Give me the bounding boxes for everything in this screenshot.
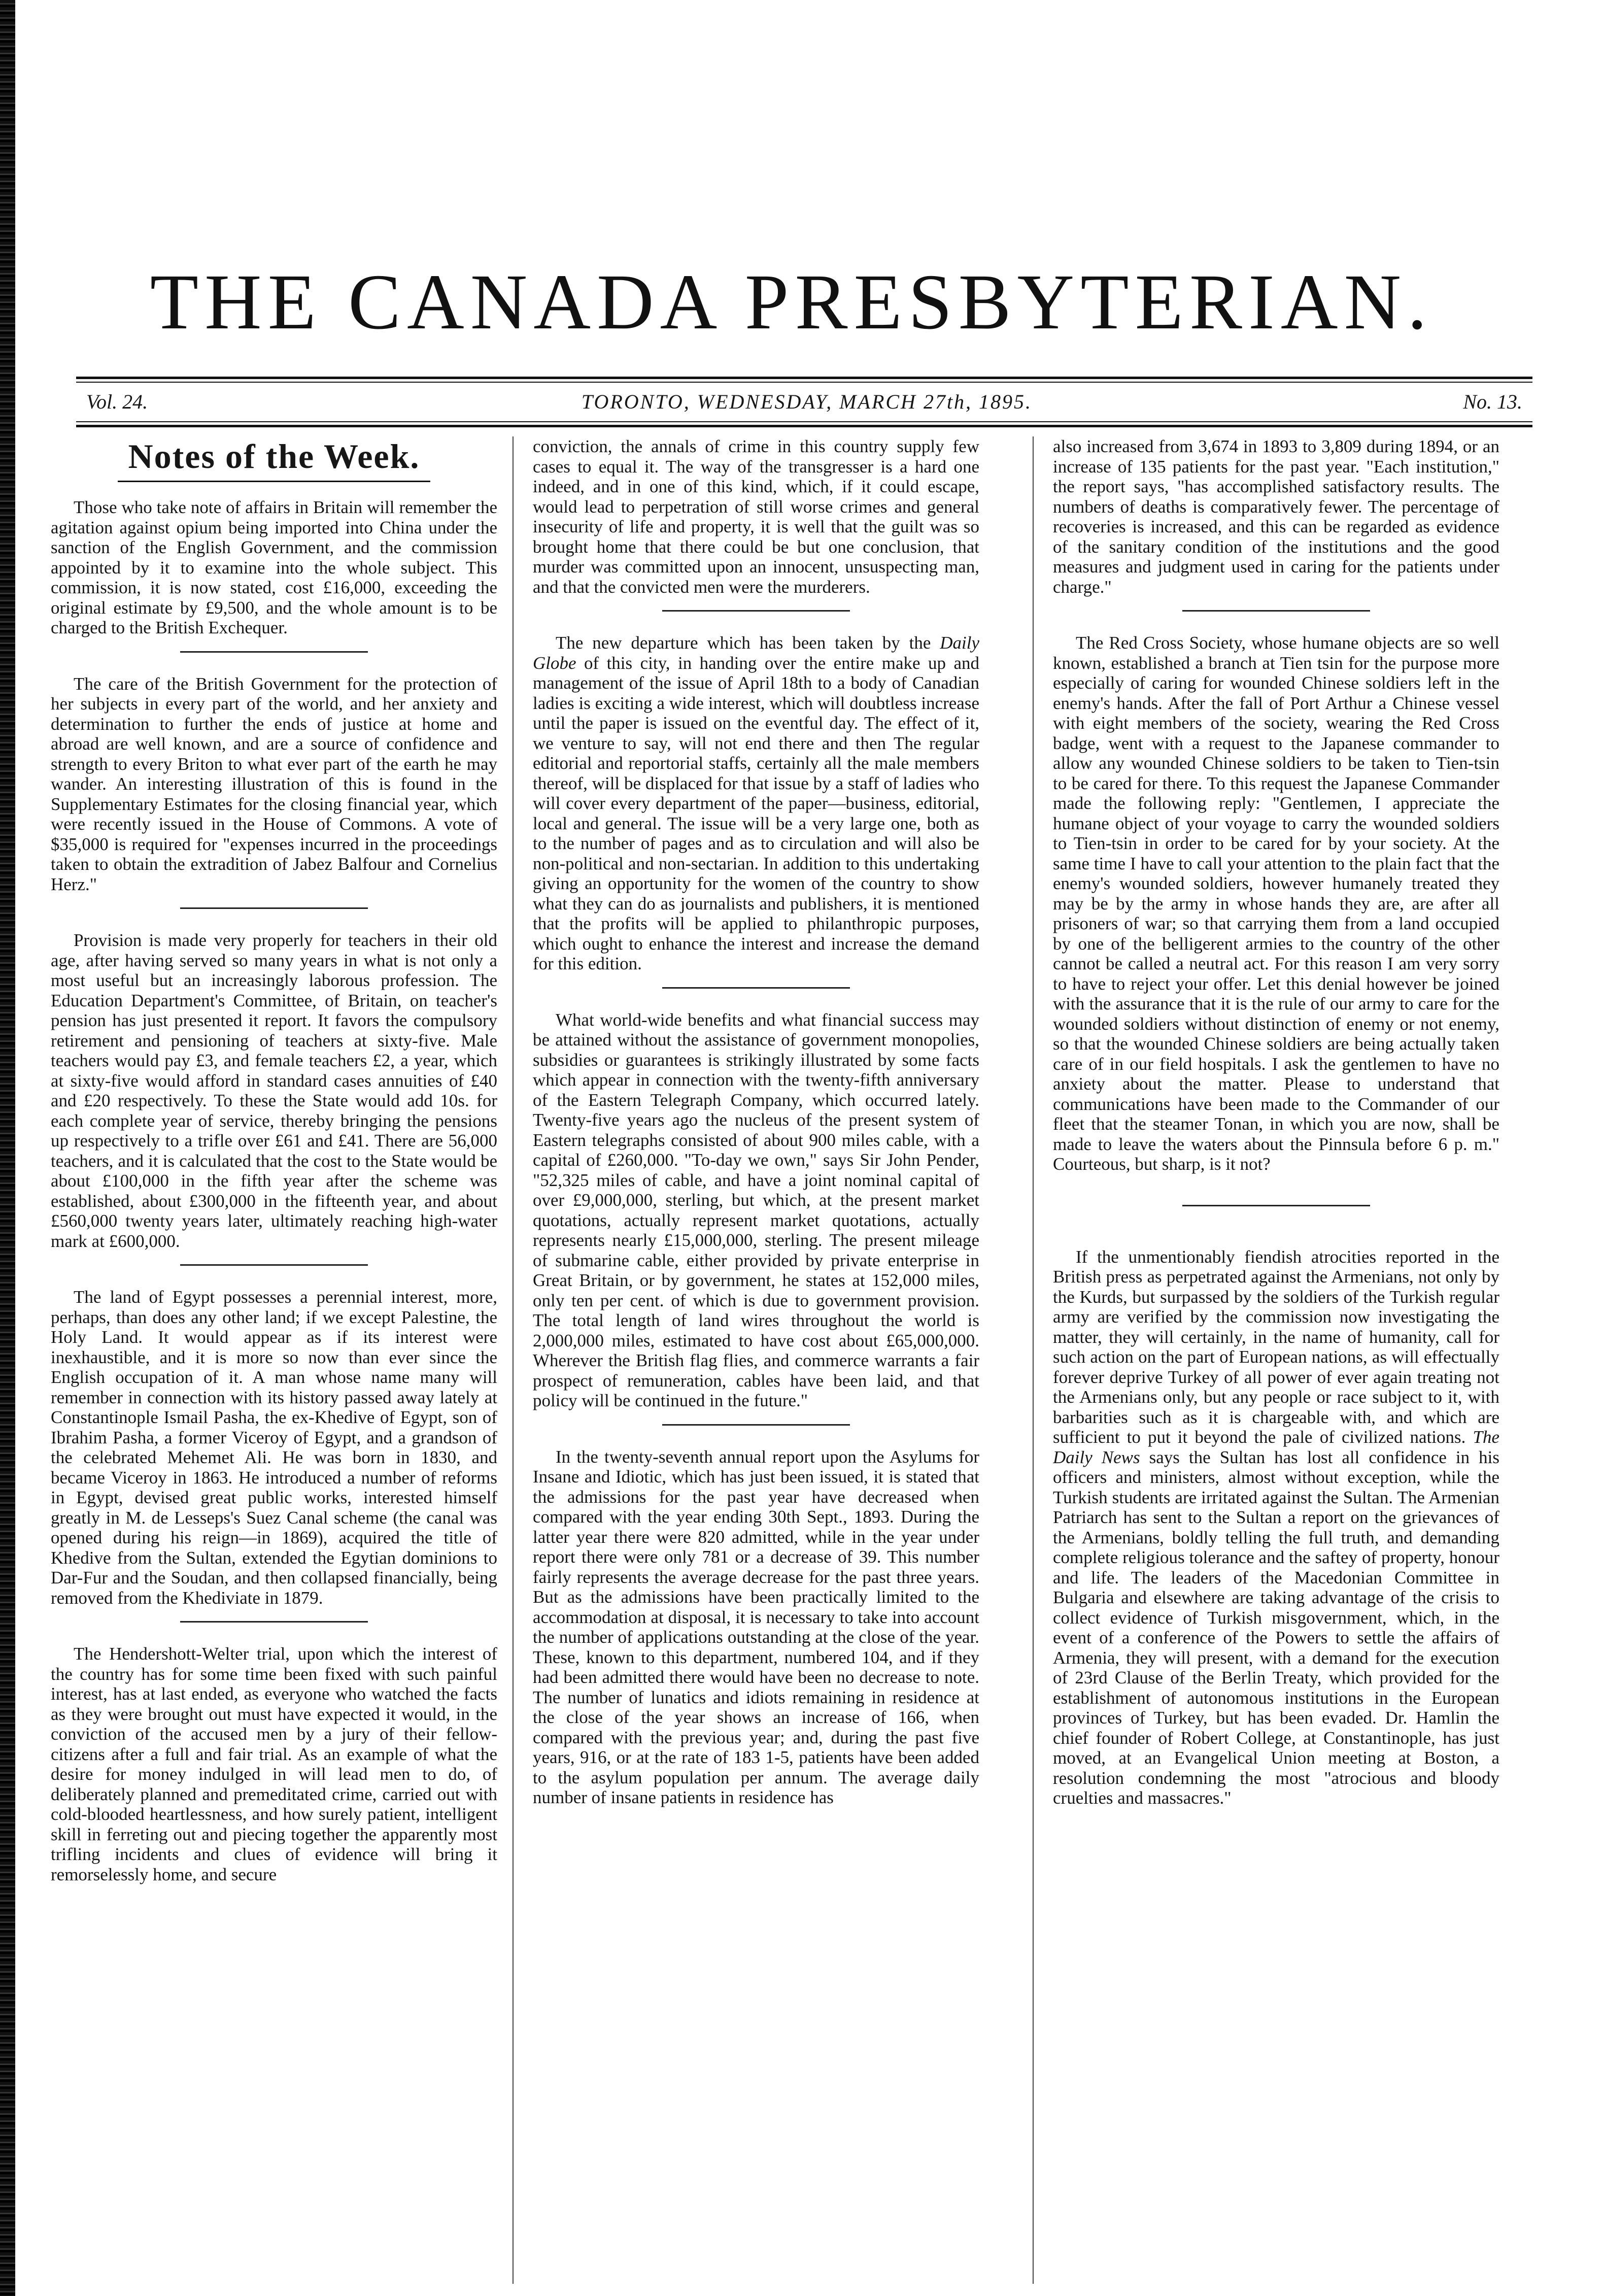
article-opium-commission: Those who take note of affairs in Britain will remember the agitation against opium being imported into China under the sanction of the English Government, and the commission appointed by it to examine into the whole subject. This commission, it is now stated, cost £16,000, exceeding the original estimate by £9,500, and the whole amount is to be charged to the British Exchequer.: [51, 497, 497, 637]
article-separator: [1182, 1205, 1370, 1206]
column-1: [51, 436, 497, 2284]
header-rule-thin: [76, 421, 1532, 422]
article-trial-part-2: conviction, the annals of crime in this country supply few cases to equal it. The way of the transgresser is a hard one indeed, and in one of this kind, which, if it could escape, would lead to perpetration of still worse crimes and general insecurity of life and property, it is well that the guilt was so brought home that there could be but one conclusion, that murder was committed upon an innocent, unsuspecting man, and that the convicted men were the murderers.: [533, 436, 979, 597]
issue-number: No. 13.: [1463, 390, 1522, 413]
article-daily-globe-intro: The new departure which has been taken by the: [556, 633, 940, 653]
article-eastern-telegraph: What world-wide benefits and what financial success may be attained without the assistance of government monopolies, subsidies or guarantees is strikingly illustrated by some facts which appear in connection with the twenty-fifth anniversary of the Eastern Telegraph Company, which occurred lately. Twenty-five years ago the nucleus of the present system of Eastern telegraphs consisted of about 900 miles cable, with a capital of £260,000. "To-day we own," says Sir John Pender, "52,325 miles of cable, and have a joint nominal capital of over £9,000,000, sterling, but which, at the present market quotations, actually represent market quotations, actually represents nearly £15,000,000, sterling. The present mileage of submarine cable, either provided by private enterprise in Great Britain, or by government, he states at 152,000 miles, only ten per cent. of which is due to government provision. The total length of land wires throughout the world is 2,000,000 miles, estimated to have cost about £65,000,000. Wherever the British flag flies, and commerce warrants a fair prospect of remuneration, cables have been laid, and that policy will be continued in the future.": [533, 1009, 979, 1410]
article-separator: [180, 907, 368, 909]
article-daily-globe: [533, 633, 979, 974]
header-rule-bottom: [76, 425, 1532, 427]
column-3: [1053, 436, 1499, 2284]
article-teachers-pension: Provision is made very properly for teachers in their old age, after having served so many years in what is not only a most useful but an increasingly laborous profession. The Education Department's Committee, of Britain, on teacher's pension has just presented it report. It favors the compulsory retirement and pensioning of teachers at sixty-five. Male teachers would pay £3, and female teachers £2, a year, which at sixty-five would afford in standard cases annuities of £40 and £20 respectively. To these the State would add 10s. for each complete year of service, thereby bringing the pensions up respectively to a trifle over £61 and £41. There are 56,000 teachers, and it is calculated that the cost to the State would be about £100,000 in the fifth year after the scheme was established, about £300,000 in the fifteenth year, and about £560,000 twenty years later, ultimately reaching high-water mark at £600,000.: [51, 930, 497, 1251]
article-extradition: The care of the British Government for the protection of her subjects in every part of the world, and her anxiety and determination to further the ends of justice at home and abroad are well known, and are a source of confidence and strength to every Briton to what ever part of the earth he may wander. An interesting illustration of this is found in the Supplementary Estimates for the closing financial year, which were recently issued in the House of Commons. A vote of $35,000 is required for "expenses incurred in the proceedings taken to obtain the extradition of Jabez Balfour and Cornelius Herz.": [51, 673, 497, 894]
section-title: Notes of the Week.: [128, 437, 420, 476]
column-2: [533, 436, 979, 2284]
article-asylums-part-2: also increased from 3,674 in 1893 to 3,809 during 1894, or an increase of 135 patients for the past year. "Each institution," the report says, "has accomplished satisfactory results. The numbers of deaths is comparatively fewer. The percentage of recoveries is increased, and this can be regarded as evidence of the sanitary condition of the institutions and the good measures and judgment used in caring for the patients under charge.": [1053, 436, 1499, 597]
scan-edge: [0, 0, 15, 2296]
article-separator: [180, 651, 368, 653]
article-daily-globe-body: of this city, in handing over the entire make up and management of the issue of April 18th to a body of Canadian ladies is exciting a wide interest, which will doubtless increase until the paper is issued on the eventful day. The effect of it, we venture to say, will not end there and then The regular editorial and reportorial staffs, certainly all the male members thereof, will be displaced for that issue by a staff of ladies who will cover every department of the paper—business, editorial, local and general. The issue will be a very large one, both as to the number of pages and as to circulation and will also be non-political and non-sectarian. In addition to this undertaking giving an opportunity for the women of the country to show what they can do as journalists and publishers, it is mentioned that the profits will be applied to philanthropic purposes, which ought to enhance the interest and increase the demand for this edition.: [533, 653, 979, 973]
newspaper-name-daily-globe: Daily Globe: [533, 633, 979, 673]
section-title-rule: [118, 481, 430, 482]
article-armenia-body: says the Sultan has lost all confidence in his officers and ministers, almost without exception, while the Turkish students are irritated against the Sultan. The Armenian Patriarch has sent to the Sultan a report on the grievances of the Armenians, boldly telling the full truth, and demanding complete religious tolerance and the saftey of property, honour and life. The leaders of the Macedonian Committee in Bulgaria and elsewhere are taking advantage of the crisis to collect evidence of Turkish misgovernment, which, in the event of a conference of the Powers to settle the affairs of Armenia, they will present, with a demand for the execution of 23rd Clause of the Berlin Treaty, which provided for the establishment of autonomous institutions in the European provinces of Turkey, but has been evaded. Dr. Hamlin the chief founder of Robert College, at Constantinople, has just moved, at an Evangelical Union meeting at Boston, a resolution condemning the most "atrocious and bloody cruelties and massacres.": [1053, 1447, 1499, 1808]
column-divider-2: [1033, 436, 1034, 2284]
article-separator: [662, 610, 850, 612]
issue-line: [81, 386, 1532, 418]
masthead-rule-thin: [76, 382, 1532, 383]
article-separator: [180, 1264, 368, 1266]
article-separator: [1182, 610, 1370, 612]
article-separator: [662, 987, 850, 989]
article-egypt: The land of Egypt possesses a perennial interest, more, perhaps, than does any other land; if we except Palestine, the Holy Land. It would appear as if its interest were inexhaustible, and it is more so now than ever since the English occupation of it. A man whose name many will remember in connection with its history passed away lately at Constantinople Ismail Pasha, the ex-Khedive of Egypt, son of Ibrahim Pasha, a former Viceroy of Egypt, and a grandson of the celebrated Mehemet Ali. He was born in 1830, and became Viceroy in 1863. He introduced a number of reforms in Egypt, devised great public works, interested himself greatly in M. de Lesseps's Suez Canal scheme (the canal was opened during his reign—in 1869), acquired the title of Khedive from the Sultan, extended the Egytian dominions to Dar-Fur and the Soudan, and then collapsed financially, being removed from the Khediviate in 1879.: [51, 1287, 497, 1608]
article-armenia-intro: If the unmentionably fiendish atrocities reported in the British press as perpetrated against the Armenians, not only by the Kurds, but surpassed by the soldiers of the Turkish regular army are verified by the commission now investigating the matter, they will certainly, in the name of humanity, call for such action on the part of European nations, as will effectually forever deprive Turkey of all power of ever again treating not the Armenians only, but any people or race subject to it, with barbarities such as it is chargeable with, and which are sufficient to put it beyond the pale of civilized nations.: [1053, 1246, 1499, 1447]
volume-number: Vol. 24.: [86, 390, 148, 413]
article-red-cross: The Red Cross Society, whose humane objects are so well known, established a branch at Tien tsin for the purpose more especially of caring for wounded Chinese soldiers left in the enemy's hands. After the fall of Port Arthur a Chinese vessel with eight members of the society, wearing the Red Cross badge, went with a request to the Japanese commander to allow any wounded Chinese soldiers to be taken to Tien-tsin to be cared for there. To this request the Japanese Commander made the following reply: "Gentlemen, I appreciate the humane object of your voyage to carry the wounded soldiers to Tien-tsin in order to be cared for by your society. At the same time I have to call your attention to the plain fact that the enemy's wounded soldiers, however humanely treated they may be by the army in whose hands they are, are after all prisoners of war; so that carrying them from a land occupied by one of the belligerent armies to the country of the other cannot be called a neutral act. For this reason I am very sorry to have to reject your offer. Let this denial however be joined with the assurance that it is the rule of our army to care for the wounded soldiers without distinction of enemy or not enemy, so that the wounded Chinese soldiers are being actually taken care of in our field hospitals. I ask the gentlemen to have no anxiety about the matter. Please to understand that communications have been made to the Commander of our fleet that the steamer Tonan, in which you are now, shall be made to leave the waters about the Pinnsula before 6 p. m." Courteous, but sharp, is it not?: [1053, 633, 1499, 1174]
newspaper-name-daily-news: The Daily News: [1053, 1427, 1499, 1467]
masthead-rule-top: [76, 377, 1532, 379]
column-divider-1: [513, 436, 514, 2284]
issue-date: TORONTO, WEDNESDAY, MARCH 27th, 1895.: [581, 390, 1033, 413]
article-trial-part-1: The Hendershott-Welter trial, upon which the interest of the country has for some time been fixed with such painful interest, has at last ended, as everyone who watched the facts as they were brought out must have expected it would, in the conviction of the accused men by a jury of their fellow-citizens after a full and fair trial. As an example of what the desire for money indulged in will lead men to do, of deliberately planned and premeditated crime, carried out with cold-blooded heartlessness, and how surely patient, intelligent skill in ferreting out and piecing together the apparently most trifling incidents and clues of evidence will bring it remorselessly home, and secure: [51, 1644, 497, 1884]
article-separator: [180, 1621, 368, 1623]
article-separator: [662, 1424, 850, 1426]
article-asylums-part-1: In the twenty-seventh annual report upon the Asylums for Insane and Idiotic, which has just been issued, it is stated that the admissions for the past year have decreased when compared with the year ending 30th Sept., 1893. During the latter year there were 820 admitted, while in the year under report there were only 781 or a decrease of 39. This number fairly represents the average decrease for the past three years. But as the admissions have been practically limited to the accommodation at disposal, it is necessary to take into account the number of applications outstanding at the close of the year. These, known to this department, numbered 104, and if they had been admitted there would have been no decrease to note. The number of lunatics and idiots remaining in residence at the close of the year shows an increase of 166, when compared with the previous year; and, during the past five years, 916, or at the rate of 183 1-5, patients have been added to the asylum population per annum. The average daily number of insane patients in residence has: [533, 1446, 979, 1807]
article-armenia: [1053, 1247, 1499, 1808]
masthead-title: THE CANADA PRESBYTERIAN.: [150, 258, 1433, 346]
